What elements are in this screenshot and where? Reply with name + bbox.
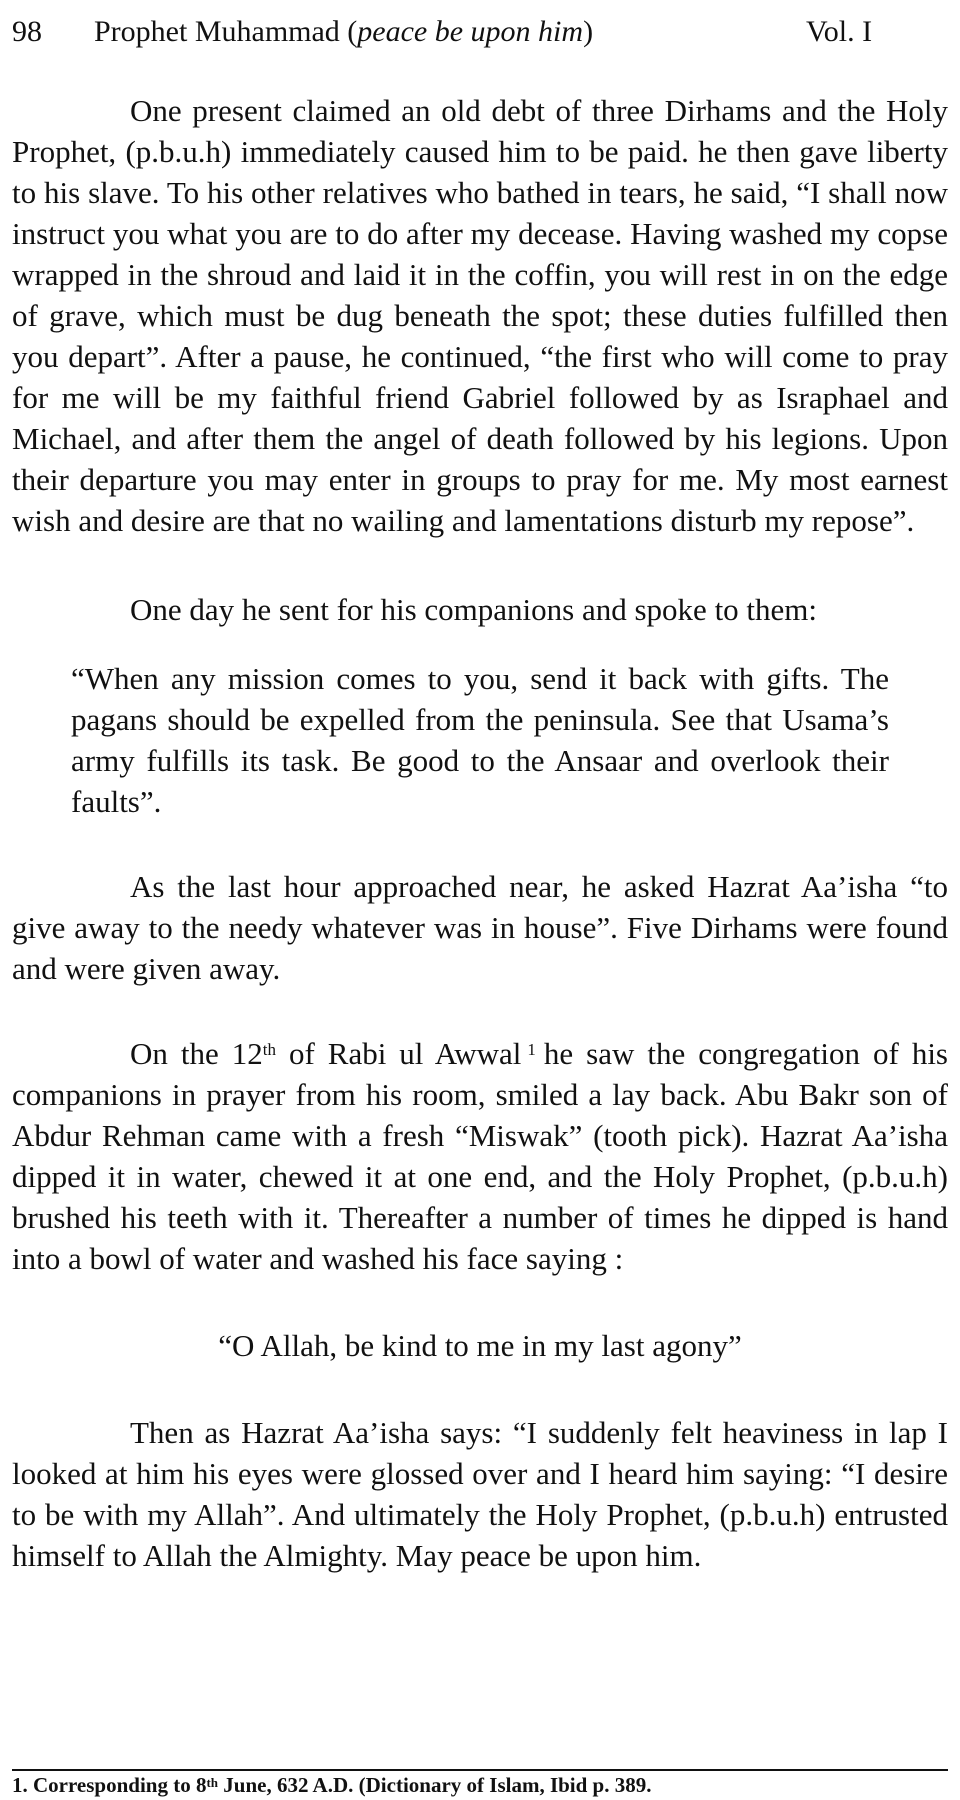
paragraph-2: One day he sent for his companions and spoke to them: — [130, 592, 818, 627]
ordinal-suffix: th — [262, 1040, 276, 1059]
running-title-prefix: Prophet Muhammad ( — [94, 15, 358, 48]
paragraph-4-rest: he saw the congregation of his companions in prayer from his room, smiled a lay back. Abu Bakr son of Abdur Rehman came with a fresh “Miswak” (tooth pick). Hazrat Aa’isha dipped it in water, chewed it at one end, and the Holy Prophet, (p.b.u.h) brushed his teeth with it. Thereafter a number of times he dipped is hand into a bowl of water and washed his face saying : — [12, 1036, 948, 1276]
paragraph-4-start: On the 12 — [130, 1036, 263, 1071]
paragraph-4-mid: of Rabi ul Awwal — [275, 1036, 522, 1071]
paragraph-1: One present claimed an old debt of three Dirhams and the Holy Prophet, (p.b.u.h) immediately caused him to be paid. he then gave liberty to his slave. To his other relatives who bathed in tears, he said, “I shall now instruct you what you are to do after my decease. Having washed my copse wrapped in the shroud and laid it in the coffin, you will rest in on the edge of grave, which must be dug beneath the spot; these duties fulfilled then you depart”. After a pause, he continued, “the first who will come to pray for me will be my faithful friend Gabriel followed by as Israphael and Michael, and after them the angel of death followed by his legions. Upon their departure you may enter in groups to pray for me. My most earnest wish and desire are that no wailing and lamentations disturb my repose”. — [12, 93, 948, 538]
paragraph-5: Then as Hazrat Aa’isha says: “I suddenly felt heaviness in lap I looked at him his eyes were glossed over and I heard him saying: “I desire to be with my Allah”. And ultimately the Holy Prophet, (p.b.u.h) entrusted himself to Allah the Almighty. May peace be upon him. — [12, 1415, 948, 1573]
block-quote-2: “O Allah, be kind to me in my last agony” — [218, 1328, 742, 1363]
footnote-ordinal: th — [206, 1775, 219, 1790]
footnote-start: 1. Corresponding to 8 — [12, 1773, 207, 1797]
volume-label: Vol. I — [806, 15, 873, 48]
page-header — [12, 12, 948, 52]
running-title-italic: peace be upon him — [357, 15, 584, 48]
running-title-suffix: ) — [583, 15, 594, 48]
footnote-reference: 1 — [527, 1040, 536, 1059]
running-title — [94, 12, 593, 52]
block-quote-1: “When any mission comes to you, send it back with gifts. The pagans should be expelled from the peninsula. See that Usama’s army fulfills its task. Be good to the Ansaar and overlook their faults”. — [71, 661, 889, 819]
paragraph-4 — [12, 1033, 948, 1279]
page-body — [12, 90, 948, 1576]
footnote-rest: June, 632 A.D. (Dictionary of Islam, Ibid p. 389. — [218, 1773, 652, 1797]
paragraph-3: As the last hour approached near, he asked Hazrat Aa’isha “to give away to the needy whatever was in house”. Five Dirhams were found and were given away. — [12, 869, 948, 986]
page-number: 98 — [12, 15, 42, 48]
